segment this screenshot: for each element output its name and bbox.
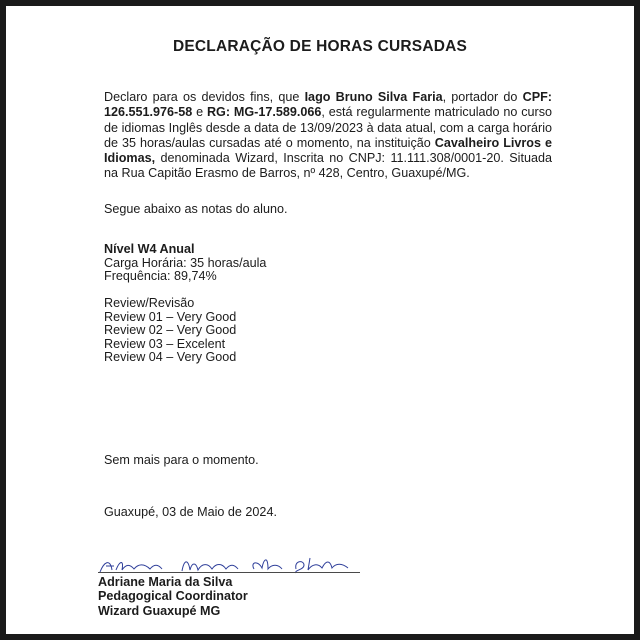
review-item: Review 02 – Very Good [104, 323, 237, 338]
closing-block [104, 454, 259, 468]
review-item: Review 04 – Very Good [104, 350, 237, 365]
institution-name: Cavalheiro Livros e Idiomas, [104, 135, 552, 166]
signatory-role: Pedagogical Coordinator [98, 589, 248, 604]
closing-text: Sem mais para o momento. [104, 453, 259, 467]
grades-intro [104, 203, 287, 217]
student-name: Iago Bruno Silva Faria [304, 90, 443, 104]
level-title: Nível W4 Anual [104, 242, 195, 256]
declaration-paragraph [104, 90, 552, 182]
signatory-org: Wizard Guaxupé MG [98, 603, 221, 618]
review-item: Review 01 – Very Good [104, 309, 237, 324]
level-attendance: Frequência: 89,74% [104, 269, 217, 284]
review-item: Review 03 – Excelent [104, 336, 226, 351]
signature-line [98, 572, 360, 573]
level-block [104, 243, 266, 284]
place-date: Guaxupé, 03 de Maio de 2024. [104, 505, 277, 519]
paragraph-text-1: Declaro para os devidos fins, que [104, 90, 305, 104]
paragraph-text-5: denominada Wizard, Inscrita no CNPJ: 11.111.308/0001-20. Situada na Rua Capitão Erasmo de Barros, nº 428, Centro, Guaxupé/MG. [104, 151, 552, 181]
paragraph-text-3: e [192, 105, 207, 120]
paragraph-text-4: , está regularmente matriculado no curso de idiomas Inglês desde a data de 13/09/2023 à data atual, com a carga horário de 35 horas/aulas cursadas até o momento, na instituição [104, 105, 552, 150]
signatory-name: Adriane Maria da Silva [98, 575, 233, 589]
reviews-header: Review/Revisão [104, 296, 195, 310]
level-hours: Carga Horária: 35 horas/aula [104, 255, 267, 270]
place-date-block [104, 506, 277, 520]
cpf-value: 126.551.976-58 [104, 105, 193, 120]
paragraph-text-2: , portador do [442, 90, 523, 104]
rg-value: MG-17.589.066 [233, 105, 322, 120]
document-title: DECLARAÇÃO DE HORAS CURSADAS [172, 38, 468, 55]
cpf-label: CPF: [522, 90, 552, 104]
document-page [6, 6, 634, 634]
signatory-block [98, 575, 248, 618]
grades-intro-text: Segue abaixo as notas do aluno. [104, 202, 288, 216]
rg-label: RG: [206, 105, 231, 120]
reviews-block [104, 297, 236, 365]
